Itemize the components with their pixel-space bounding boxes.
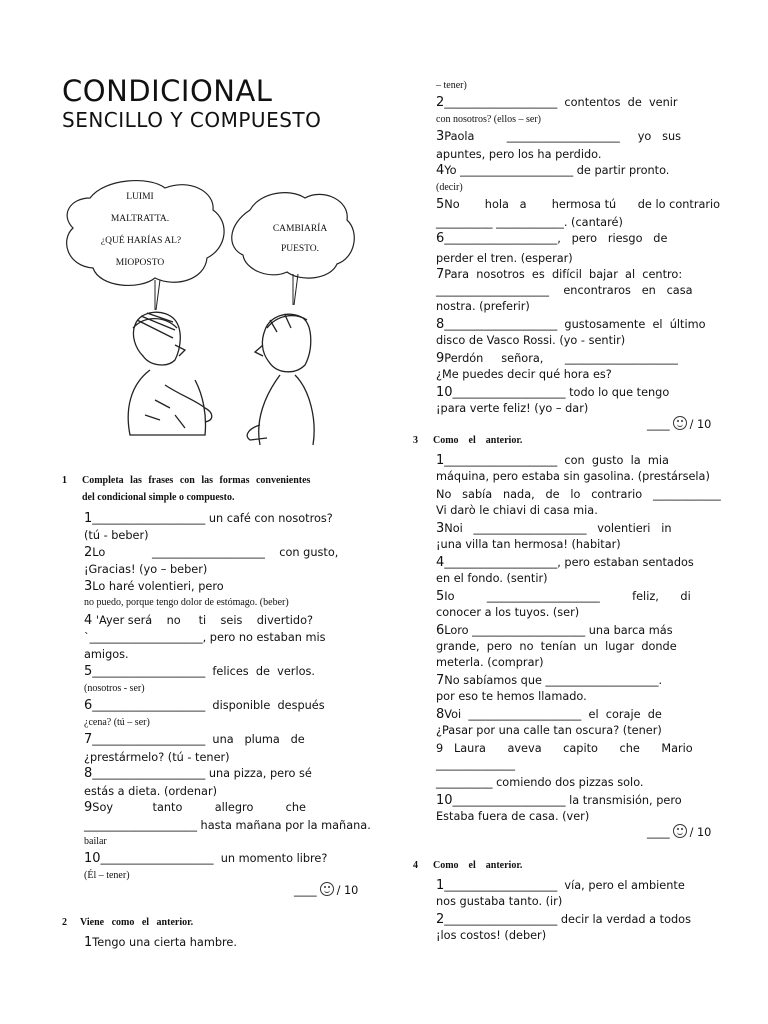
ex3-line xyxy=(436,522,672,536)
ex1-line-text[interactable]: `____________________, pero no estaban mis xyxy=(84,631,326,644)
ex2-line xyxy=(436,300,530,314)
ex1-line xyxy=(84,870,130,882)
ex1-line-text[interactable]: ____________________ felices de verlos. xyxy=(92,665,315,678)
ex3-line xyxy=(436,504,598,518)
ex4-line-text[interactable]: ____________________ vía, pero el ambiente xyxy=(444,879,685,892)
ex3-line-text[interactable]: ____________________ la transmisión, pero xyxy=(452,794,682,807)
ex1-item-number: 10 xyxy=(84,851,101,866)
ex2-item-number: 1 xyxy=(84,935,93,950)
ex3-line-text[interactable]: __________ comiendo dos pizzas solo. xyxy=(436,776,644,789)
ex3-line xyxy=(436,538,621,552)
ex3-line xyxy=(436,556,694,570)
ex3-line-text[interactable]: Noi ____________________ volentieri in xyxy=(444,522,672,535)
ex1-line-text: estás a dieta. (ordenar) xyxy=(84,785,217,798)
ex2-line-text[interactable]: ____________________ contentos de venir xyxy=(444,96,678,109)
ex2-line xyxy=(436,252,573,266)
ex1-line xyxy=(84,852,327,866)
ex1-line-text: amigos. xyxy=(84,648,129,661)
ex1-item-number: 5 xyxy=(84,664,93,679)
ex1-line xyxy=(84,512,333,526)
ex3-line-text: ¡una villa tan hermosa! (habitar) xyxy=(436,538,621,551)
ex2-number: 2 xyxy=(62,917,67,928)
ex3-line xyxy=(436,674,662,688)
bubble-left-text-2: MALTRATTA. xyxy=(110,214,170,224)
ex2-line xyxy=(436,216,623,230)
ex2-line xyxy=(436,402,588,416)
ex1-line-text: (tú - beber) xyxy=(84,529,149,542)
ex3-line-text[interactable]: Voi ____________________ el coraje de xyxy=(444,708,662,721)
bubble-left-text-3: ¿QUÉ HARÍAS AL? xyxy=(100,236,182,246)
ex3-line-text: en el fondo. (sentir) xyxy=(436,572,548,585)
ex1-item-number: 7 xyxy=(84,732,93,747)
ex1-item-number: 1 xyxy=(84,511,93,526)
ex3-item-number: 1 xyxy=(436,453,445,468)
ex2-line xyxy=(436,164,669,178)
ex4-line xyxy=(436,913,691,927)
ex2-item-number: 3 xyxy=(436,129,445,144)
ex2-item-number: 4 xyxy=(436,163,445,178)
ex2-line-text: disco de Vasco Rossi. (yo - sentir) xyxy=(436,334,626,347)
ex3-line-text: grande, pero no tenían un lugar donde xyxy=(436,640,677,653)
ex1-item-number: 6 xyxy=(84,698,93,713)
page-title: CONDICIONAL xyxy=(62,74,273,108)
ex2-line-text: nostra. (preferir) xyxy=(436,300,530,313)
ex1-line xyxy=(84,614,313,628)
ex2-score xyxy=(647,416,711,431)
ex1-line-text: (nosotros - ser) xyxy=(84,683,145,694)
ex2-line xyxy=(436,96,678,110)
ex1-line xyxy=(84,733,305,747)
ex3-line xyxy=(436,470,710,484)
ex2-line xyxy=(436,352,678,366)
ex1-line xyxy=(84,631,326,645)
ex2-line xyxy=(436,148,601,162)
ex2-line xyxy=(436,198,720,212)
ex3-line xyxy=(436,640,677,654)
ex1-item-number: 8 xyxy=(84,766,93,781)
ex2-line xyxy=(436,368,612,382)
smiley-icon xyxy=(673,416,687,430)
ex3-line xyxy=(436,794,682,808)
ex2-line-text: ¡para verte feliz! (yo – dar) xyxy=(436,402,589,415)
ex1-score xyxy=(294,882,358,897)
ex2-line-text[interactable]: Perdón señora, ____________________ xyxy=(444,352,678,365)
ex3-score-blank[interactable]: ____ xyxy=(647,826,670,839)
ex3-line xyxy=(436,742,693,756)
ex1-line-text[interactable]: Lo ____________________ con gusto, xyxy=(92,546,339,559)
ex3-line xyxy=(436,758,515,772)
ex3-line-text: máquina, pero estaba sin gasolina. (prestársela) xyxy=(436,470,710,483)
bubble-right-text-2: PUESTO. xyxy=(280,244,320,254)
ex3-score-total: / 10 xyxy=(689,826,712,839)
ex1-line-text: 'Ayer será no ti seis divertido? xyxy=(92,614,313,627)
ex3-line-text[interactable]: Loro ____________________ una barca más xyxy=(444,624,673,637)
ex1-line-text[interactable]: ____________________ una pizza, pero sé xyxy=(92,767,312,780)
ex1-line xyxy=(84,665,315,679)
ex3-line-text: meterla. (comprar) xyxy=(436,656,544,669)
ex2-line-text: ¿Me puedes decir qué hora es? xyxy=(436,368,612,381)
ex3-line-text: Estaba fuera de casa. (ver) xyxy=(436,810,590,823)
ex3-line xyxy=(436,724,662,738)
ex3-score xyxy=(647,824,711,839)
ex3-line-text: conocer a los tuyos. (ser) xyxy=(436,606,580,619)
ex1-line-text: ¿cena? (tú – ser) xyxy=(84,717,150,728)
ex1-line xyxy=(84,819,371,833)
ex2-item-number: 10 xyxy=(436,385,453,400)
ex1-item-number: 9 xyxy=(84,800,93,815)
ex3-line xyxy=(436,572,548,586)
ex4-line xyxy=(436,879,685,893)
ex2-line-text[interactable]: Yo ____________________ de partir pronto. xyxy=(444,164,670,177)
ex3-item-number: 7 xyxy=(436,673,445,688)
ex3-line xyxy=(436,656,544,670)
ex2-line-text[interactable]: Paola ____________________ yo sus xyxy=(444,130,682,143)
ex3-line xyxy=(436,488,721,502)
ex3-line xyxy=(436,624,673,638)
ex2-line-text: Para nosotros es difícil bajar al centro: xyxy=(444,268,683,281)
ex1-line xyxy=(84,546,338,560)
page-subtitle: SENCILLO Y COMPUESTO xyxy=(62,108,322,132)
ex1-line xyxy=(84,563,207,577)
ex2-line-text[interactable]: ____________________ encontraros en casa xyxy=(436,284,693,297)
ex2-item-number: 5 xyxy=(436,197,445,212)
ex4-line-text: nos gustaba tanto. (ir) xyxy=(436,895,563,908)
ex1-line xyxy=(84,683,145,695)
ex1-line-text: ¡Gracias! (yo – beber) xyxy=(84,563,208,576)
ex3-line-text[interactable]: ____________________, pero estaban sentados xyxy=(444,556,694,569)
ex3-line-text[interactable]: ____________________ con gusto la mia xyxy=(444,454,669,467)
ex1-line-text[interactable]: ____________________ una pluma de xyxy=(92,733,305,746)
ex1-line-text: Lo haré volentieri, pero xyxy=(92,580,224,593)
ex2-line-text[interactable]: ____________________, pero riesgo de xyxy=(444,232,668,245)
ex2-item-number: 2 xyxy=(436,95,445,110)
ex3-item-number: 4 xyxy=(436,555,445,570)
ex1-line xyxy=(84,751,230,765)
ex3-line-text[interactable]: Io ____________________ feliz, di xyxy=(444,590,691,603)
ex1-score-total: / 10 xyxy=(336,884,359,897)
ex2-line xyxy=(436,114,541,126)
ex1-heading-b: del condicional simple o compuesto. xyxy=(82,492,235,503)
ex2-score-blank[interactable]: ____ xyxy=(647,418,670,431)
ex4-heading: Como el anterior. xyxy=(433,860,523,871)
ex1-item-number: 3 xyxy=(84,579,93,594)
ex1-line-text[interactable]: ____________________ disponible después xyxy=(92,699,325,712)
smiley-icon xyxy=(673,824,687,838)
ex3-item-number: 3 xyxy=(436,521,445,536)
ex2-line xyxy=(436,284,693,298)
ex1-line xyxy=(84,529,149,543)
ex1-line xyxy=(84,801,306,815)
ex1-line-text[interactable]: ____________________ hasta mañana por la mañana. xyxy=(84,819,371,832)
ex3-line-text: Vi darò le chiavi di casa mia. xyxy=(436,504,598,517)
ex2-line-text[interactable]: ____________________ gustosamente el último xyxy=(444,318,706,331)
ex2-line xyxy=(436,268,682,282)
ex4-item-number: 1 xyxy=(436,878,445,893)
ex3-item-number: 5 xyxy=(436,589,445,604)
person-left xyxy=(128,312,212,435)
ex2-score-total: / 10 xyxy=(689,418,712,431)
ex4-line-text[interactable]: ____________________ decir la verdad a todos xyxy=(444,913,691,926)
ex1-score-blank[interactable]: ____ xyxy=(294,884,317,897)
ex2-line-text: Tengo una cierta hambre. xyxy=(92,936,237,949)
ex3-line-text[interactable]: No sabíamos que ____________________. xyxy=(444,674,663,687)
ex3-line xyxy=(436,590,691,604)
ex3-line xyxy=(436,776,644,790)
ex4-number: 4 xyxy=(413,860,418,871)
bubble-right-text-1: CAMBIARÍA xyxy=(272,224,328,234)
ex1-line xyxy=(84,785,217,799)
ex3-heading: Como el anterior. xyxy=(433,435,523,446)
ex4-line xyxy=(436,895,562,909)
ex2-line xyxy=(436,182,463,194)
ex4-line-text: ¡los costos! (deber) xyxy=(436,929,547,942)
ex2-line-text: (decir) xyxy=(436,182,463,193)
ex4-line xyxy=(436,929,546,943)
ex1-line xyxy=(84,836,107,848)
ex1-line-text[interactable]: ____________________ un momento libre? xyxy=(100,852,328,865)
ex1-line-text: Soy tanto allegro che xyxy=(92,801,306,814)
ex1-line-text: (Él – tener) xyxy=(84,870,130,881)
thought-bubble-right xyxy=(232,193,355,278)
ex2-line xyxy=(436,80,467,92)
ex3-line xyxy=(436,810,589,824)
ex1-line-text: bailar xyxy=(84,836,107,847)
ex2-line-text: perder el tren. (esperar) xyxy=(436,252,573,265)
ex1-line xyxy=(84,580,224,594)
ex1-line-text: ¿prestármelo? (tú - tener) xyxy=(84,751,230,764)
ex2-line xyxy=(436,334,625,348)
ex1-number: 1 xyxy=(62,475,67,486)
ex2-line-text[interactable]: ____________________ todo lo que tengo xyxy=(452,386,670,399)
ex1-line xyxy=(84,699,325,713)
ex3-number: 3 xyxy=(413,435,418,446)
ex3-line-text: 9 Laura aveva capito che Mario xyxy=(436,742,693,755)
ex1-heading-a: Completa las frases con las formas convenientes xyxy=(82,475,311,486)
ex3-item-number: 8 xyxy=(436,707,445,722)
ex2-item-number: 6 xyxy=(436,231,445,246)
ex2-heading: Viene como el anterior. xyxy=(80,917,194,928)
ex3-line-text[interactable]: No sabía nada, de lo contrario ____________ xyxy=(436,488,721,501)
ex3-line-text: por eso te hemos llamado. xyxy=(436,690,587,703)
ex2-line xyxy=(436,130,681,144)
ex3-item-number: 6 xyxy=(436,623,445,638)
ex2-line-text: – tener) xyxy=(436,80,467,91)
ex1-line-text: no puedo, porque tengo dolor de estómago. (beber) xyxy=(84,597,289,608)
person-right xyxy=(247,314,314,445)
ex3-line xyxy=(436,690,587,704)
ex3-line xyxy=(436,606,579,620)
ex2-item-number: 7 xyxy=(436,267,445,282)
ex1-line xyxy=(84,648,129,662)
ex2-item-number: 9 xyxy=(436,351,445,366)
ex1-line xyxy=(84,597,289,609)
ex1-line xyxy=(84,767,312,781)
ex2-line xyxy=(436,318,706,332)
smiley-icon xyxy=(320,882,334,896)
ex2-item-number: 8 xyxy=(436,317,445,332)
ex3-item-number: 10 xyxy=(436,793,453,808)
ex2-line xyxy=(84,936,237,950)
ex1-item-number: 4 xyxy=(84,613,93,628)
ex2-line-text: con nosotros? (ellos – ser) xyxy=(436,114,541,125)
ex2-line xyxy=(436,386,669,400)
ex1-item-number: 2 xyxy=(84,545,93,560)
ex2-line-text: No hola a hermosa tú de lo contrario xyxy=(444,198,721,211)
ex3-line-text: ¿Pasar por una calle tan oscura? (tener) xyxy=(436,724,662,737)
ex1-line-text[interactable]: ____________________ un café con nosotros? xyxy=(92,512,333,525)
ex4-item-number: 2 xyxy=(436,912,445,927)
bubble-left-text-4: MIOPOSTO xyxy=(115,258,165,268)
ex3-line xyxy=(436,454,669,468)
ex3-line xyxy=(436,708,662,722)
ex1-line xyxy=(84,717,150,729)
ex3-line-text[interactable]: ______________ xyxy=(436,758,516,771)
ex2-line-text[interactable]: __________ ____________. (cantaré) xyxy=(436,216,623,229)
ex2-line-text: apuntes, pero los ha perdido. xyxy=(436,148,602,161)
bubble-left-text-1: LUIMI xyxy=(126,192,154,202)
ex2-line xyxy=(436,232,667,246)
